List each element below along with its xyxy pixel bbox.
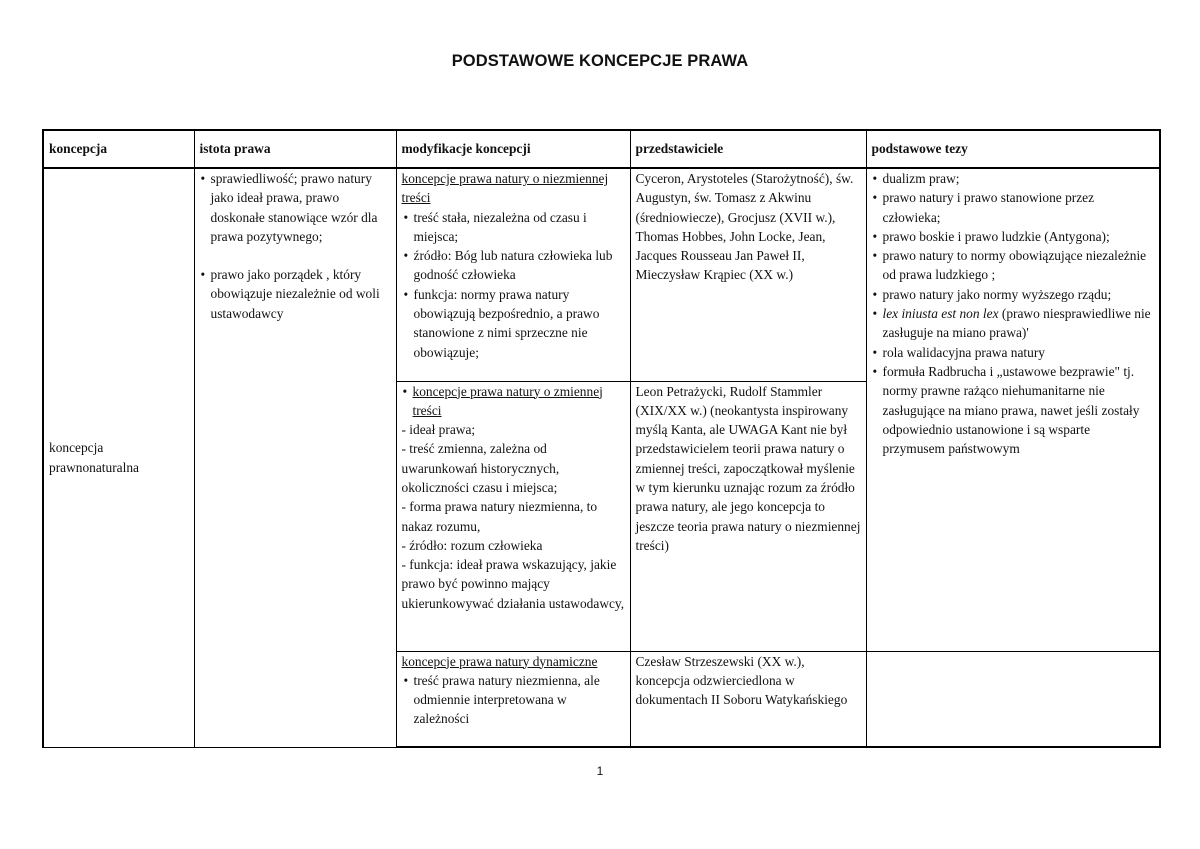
concepts-table [42,129,1161,748]
theses-cell [866,168,1160,651]
header-koncepcja: koncepcja [43,130,194,168]
modification-item: - źródło: rozum człowieka [401,537,543,553]
representatives-cell-3: Czesław Strzeszewski (XX w.), koncepcja odzwierciedlona w dokumentach II Soboru Watykańskiego [630,651,866,747]
header-przedstawiciele: przedstawiciele [630,130,866,168]
modification-item: - forma prawa natury niezmienna, to nakaz rozumu, [401,499,598,534]
modification-title: koncepcje prawa natury dynamiczne [401,653,598,669]
modification-cell-2 [396,381,630,651]
table-header-row [43,130,1160,168]
concept-cell: koncepcja prawnonaturalna [43,168,194,747]
modification-item: • treść stała, niezależna od czasu i miejsca; [403,208,625,247]
latin-maxim: lex iniusta est non lex [882,306,999,322]
header-istota-prawa: istota prawa [194,130,396,168]
modification-cell-3 [396,651,630,747]
modification-item: • źródło: Bóg lub natura człowieka lub godność człowieka [403,246,625,285]
page-number: 1 [596,764,604,778]
modification-item: • treść prawa natury niezmienna, ale odmiennie interpretowana w zależności [403,671,625,729]
modification-item: - funkcja: ideał prawa wskazujący, jakie prawo być powinno mający ukierunkowywać działania ustawodawcy, [401,557,625,611]
modification-title: koncepcje prawa natury o niezmiennej treści [401,171,609,206]
theses-cell-empty [866,651,1160,747]
header-tezy: podstawowe tezy [866,130,1160,168]
modification-item: - treść zmienna, zależna od uwarunkowań historycznych, okoliczności czasu i miejsca; [401,441,560,495]
essence-cell [194,168,396,747]
representatives-cell-2: Leon Petrażycki, Rudolf Stammler (XIX/XX w.) (neokantysta inspirowany myślą Kanta, ale UWAGA Kant nie był przedstawicielem teorii prawa natury o zmiennej treści, zapoczątkował myślenie w tym kierunku uznając rozum za źródło prawa natury, ale jego koncepcja to jeszcze teoria prawa natury o niezmiennej treści) [630,381,866,651]
table-row [43,168,1160,381]
essence-item: • prawo jako porządek , który obowiązuje niezależnie od woli ustawodawcy [200,265,391,323]
representatives-cell-1: Cyceron, Arystoteles (Starożytność), św. Augustyn, św. Tomasz z Akwinu (średniowiecze), Grocjusz (XVII w.), Thomas Hobbes, John Locke, Jean, Jacques Rousseau Jan Paweł II, Mieczysław Krąpiec (XX w.) [630,168,866,381]
thesis-item: • formuła Radbrucha i „ustawowe bezprawie" tj. normy prawne rażąco niehumanitarne nie zasługujące na miano prawa, nawet jeśli zostały odpowiednio ustanowione i są wsparte przymusem państwowym [872,362,1155,458]
thesis-item: • dualizm praw; [872,169,1155,188]
modification-item: • funkcja: normy prawa natury obowiązują bezpośrednio, a prawo stanowione z nimi sprzeczne nie obowiązuje; [403,285,625,362]
thesis-item: • rola walidacyjna prawa natury [872,343,1155,362]
modification-item: - ideał prawa; [401,422,476,438]
essence-item: • sprawiedliwość; prawo natury jako ideał prawa, prawo doskonałe stanowiące wzór dla prawa pozytywnego; [200,169,391,246]
thesis-item: • prawo natury to normy obowiązujące niezależnie od prawa ludzkiego ; [872,246,1155,285]
modification-title: • koncepcje prawa natury o zmiennej treści [402,382,625,421]
thesis-item: • prawo natury jako normy wyższego rządu; [872,285,1155,304]
modification-cell-1 [396,168,630,381]
thesis-text: (prawo niesprawiedliwe nie zasługuje na miano prawa)' [882,306,1151,341]
thesis-item: • prawo boskie i prawo ludzkie (Antygona); [872,227,1155,246]
thesis-item [872,304,1155,343]
thesis-item: • prawo natury i prawo stanowione przez człowieka; [872,188,1155,227]
header-modyfikacje: modyfikacje koncepcji [396,130,630,168]
document-title: PODSTAWOWE KONCEPCJE PRAWA [451,52,749,70]
